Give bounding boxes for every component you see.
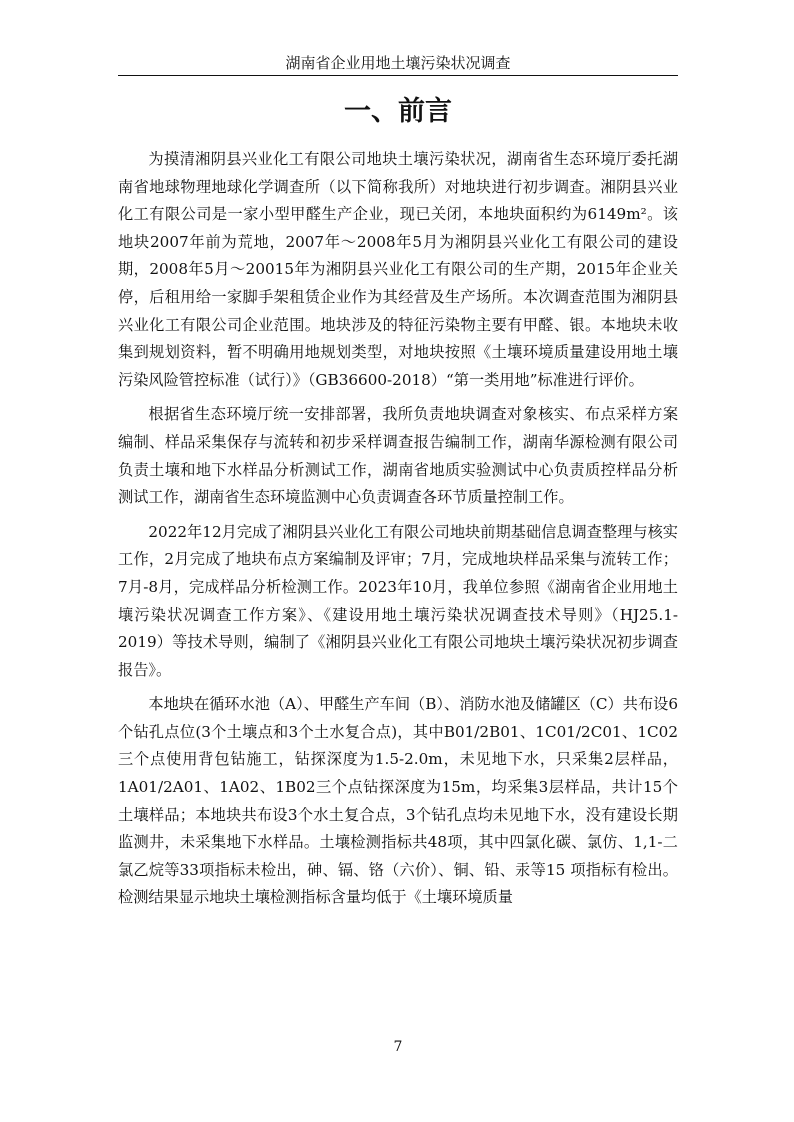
- paragraph-sampling-results: 本地块在循环水池（A）、甲醛生产车间（B）、消防水池及储罐区（C）共布设6个钻孔点位(3个土壤点和3个土水复合点)，其中B01/2B01、1C01/2C01、1C02三个点使用背包钻施工，钻探深度为1.5-2.0m，未见地下水，只采集2层样品，1A01/2A01、1A02、1B02三个点钻探深度为15m，均采集3层样品，共计15个土壤样品；本地块共布设3个水土复合点，3个钻孔点均未见地下水，没有建设长期监测井，未采集地下水样品。土壤检测指标共48项，其中四氯化碳、氯仿、1,1-二氯乙烷等33项指标未检出，砷、镉、铬（六价）、铜、铅、汞等15 项指标有检出。检测结果显示地块土壤检测指标含量均低于《土壤环境质量: [118, 695, 678, 907]
- section-title: 一、前言: [344, 96, 452, 127]
- paragraph-timeline: 2022年12月完成了湘阴县兴业化工有限公司地块前期基础信息调查整理与核实工作，2月完成了地块布点方案编制及评审；7月，完成地块样品采集与流转工作；7月-8月，完成样品分析检测工作。2023年10月，我单位参照《湖南省企业用地土壤污染状况调查工作方案》、《建设用地土壤污染状况调查技术导则》（HJ25.1-2019）等技术导则，编制了《湘阴县兴业化工有限公司地块土壤污染状况初步调查报告》。: [118, 522, 678, 679]
- running-header: 湖南省企业用地土壤污染状况调查: [285, 54, 511, 72]
- body-text: [118, 146, 678, 919]
- header-divider: [118, 75, 678, 76]
- paragraph-introduction: 为摸清湘阴县兴业化工有限公司地块土壤污染状况，湖南省生态环境厅委托湖南省地球物理地球化学调查所（以下简称我所）对地块进行初步调查。湘阴县兴业化工有限公司是一家小型甲醛生产企业，现已关闭，本地块面积约为6149m²。该地块2007年前为荒地，2007年～2008年5月为湘阴县兴业化工有限公司的建设期，2008年5月～20015年为湘阴县兴业化工有限公司的生产期，2015年企业关停，后租用给一家脚手架租赁企业作为其经营及生产场所。本次调查范围为湘阴县兴业化工有限公司企业范围。地块涉及的特征污染物主要有甲醛、银。本地块未收集到规划资料，暂不明确用地规划类型，对地块按照《土壤环境质量建设用地土壤污染风险管控标准（试行）》（GB36600-2018）“第一类用地”标准进行评价。: [118, 150, 678, 389]
- paragraph-responsibilities: 根据省生态环境厅统一安排部署，我所负责地块调查对象核实、布点采样方案编制、样品采集保存与流转和初步采样调查报告编制工作，湖南华源检测有限公司负责土壤和地下水样品分析测试工作，湖南省地质实验测试中心负责质控样品分析测试工作，湖南省生态环境监测中心负责调查各环节质量控制工作。: [118, 405, 678, 507]
- page-number: 7: [393, 1039, 403, 1055]
